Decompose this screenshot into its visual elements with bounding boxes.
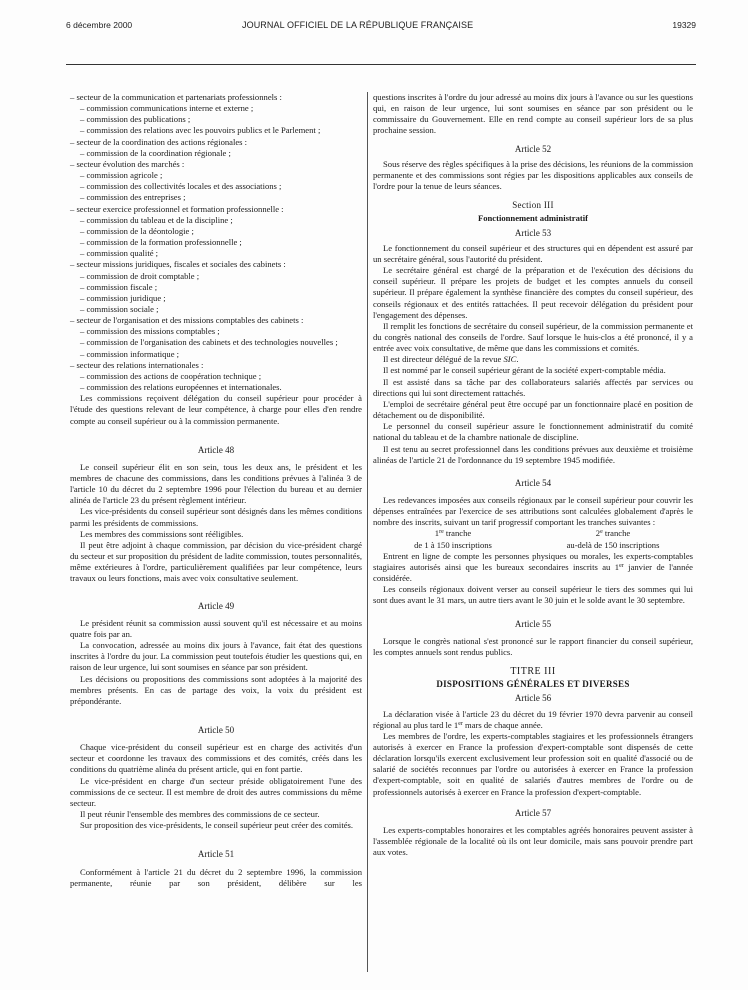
paragraph [373,354,693,365]
paragraph: Il est nommé par le conseil supérieur gérant de la société expert-comptable média. [383,365,666,376]
article-51 [70,849,362,888]
article-heading: Article 51 [197,849,235,860]
header-rule [66,64,696,65]
tranche-table [373,528,693,550]
text: . [516,354,519,365]
page-number: 19329 [672,20,696,30]
paragraph: Les vice-présidents du conseil supérieur sont désignés dans les mêmes conditions parmi les présidents de commissions. [70,506,362,528]
commission-item: – commission de l'organisation des cabinets et des technologies nouvelles ; [80,337,338,348]
article-heading: Article 49 [197,600,235,611]
paragraph: Lorsque le congrès national s'est prononcé sur le rapport financier du conseil supérieur, les comptes annuels sont rendus publics. [373,635,693,657]
revue-name: SIC [503,354,517,365]
paragraph: Le vice-président en charge d'un secteur préside obligatoirement l'une des commissions de ce secteur. Il est membre de droit des autres commissions du même secteur. [70,775,362,808]
commission-item: – commission des publications ; [80,114,191,125]
right-column [373,92,693,858]
article-54 [373,478,693,607]
commission-item: – commission fiscale ; [80,281,158,292]
sector-item: – secteur exercice professionnel et formation professionnelle : [70,203,284,214]
paragraph: L'emploi de secrétaire général peut être occupé par un fonctionnaire placé en position de détachement ou de disponibilité. [373,398,693,421]
article-50 [70,725,362,831]
article-52 [373,144,693,193]
commission-item: – commission qualité ; [80,248,159,259]
commission-item: – commission des relations européennes et internationales. [80,382,282,393]
tranche-2: 2e tranche au-delà de 150 inscriptions [566,528,660,550]
paragraph: Sur proposition des vice-présidents, le conseil supérieur peut créer des comités. [80,820,354,831]
column-divider [367,92,368,972]
paragraph: questions inscrites à l'ordre du jour adressé au moins dix jours à l'avance ou sur les questions qui, en raison de leur urgence, lui sont soumises en séance par son président ou le commissaire du Gouvernement. Elle en rend compte au conseil supérieur lors de sa plus prochaine session. [373,92,693,136]
paragraph: Chaque vice-président du conseil supérieur est en charge des activités d'un secteur et coordonne les travaux des commissions et des comités, créés dans les conditions du quatrième alinéa du présent article, qui en font partie. [70,742,362,775]
article-57 [373,808,693,859]
paragraph: Le secrétaire général est chargé de la préparation et de l'exécution des décisions du conseil supérieur. Il prépare les projets de budget et les comptes annuels du conseil supérieur. Il prépare également la synthèse financière des comptes du conseil supérieur, des conseils régionaux et des entités rattachées. Il peut recevoir délégation du président pour l'engagement des dépenses. [373,265,693,320]
commission-item: – commission de la coordination régionale ; [80,147,231,158]
article-heading: Article 52 [514,143,552,154]
article-heading: Article 55 [514,618,552,629]
page-header [66,8,696,30]
article-heading: Article 57 [514,807,552,818]
titre-subheading: DISPOSITIONS GÉNÉRALES ET DIVERSES [436,679,630,690]
paragraph: Il peut réunir l'ensemble des membres des commissions de ce secteur. [80,809,320,820]
commission-item: – commission de la déontologie ; [80,225,194,236]
paragraph: Les redevances imposées aux conseils régionaux par le conseil supérieur pour couvrir les dépenses entraînées par l'exercice de ses attributions sont calculées globalement d'après le nombre des inscrits, suivant un tarif progressif comportant les tranches suivantes : [373,495,693,528]
article-heading: Article 54 [514,477,552,488]
paragraph: Il est tenu au secret professionnel dans les conditions prévues aux deuxième et troisième alinéas de l'article 21 de l'ordonnance du 19 septembre 1945 modifiée. [373,443,693,465]
article-heading: Article 56 [514,693,552,704]
sector-item: – secteur des relations internationales : [70,359,204,370]
paragraph: Les décisions ou propositions des commissions sont adoptées à la majorité des membres présents. En cas de partage des voix, la voix du président est prépondérante. [70,673,362,706]
paragraph: Les conseils régionaux doivent verser au conseil supérieur le tiers des sommes qui lui sont dues avant le 31 mars, un autre tiers avant le 30 juin et le solde avant le 30 septembre. [373,584,693,606]
commission-item: – commission communications interne et externe ; [80,103,254,114]
sector-item: – secteur de l'organisation et des missions comptables des cabinets : [70,315,304,326]
commission-item: – commission juridique ; [80,292,166,303]
section-subheading: Fonctionnement administratif [477,213,589,224]
article-48 [70,445,362,585]
commission-item: – commission de droit comptable ; [80,270,200,281]
commission-item: – commission des missions comptables ; [80,326,220,337]
article-55 [373,619,693,658]
paragraph: Le fonctionnement du conseil supérieur et des structures qui en dépendent est assuré par un secrétaire général, sous l'autorité du président. [373,242,693,264]
commission-item: – commission de la formation professionnelle ; [80,237,242,248]
commission-item: – commission sociale ; [80,303,159,314]
sector-item: – secteur missions juridiques, fiscales et sociales des cabinets : [70,259,286,270]
commission-item: – commission agricole ; [80,170,163,181]
tranche-1: 1re tranche de 1 à 150 inscriptions [414,528,492,550]
paragraph: La convocation, adressée au moins dix jours à l'avance, fait état des questions inscrites à l'ordre du jour. La commission peut toutefois étudier les questions qui, en raison de leur urgence, lui sont soumises en séance par son président. [70,640,362,673]
article-heading: Article 53 [514,227,552,238]
article-heading: Article 48 [197,444,235,455]
commission-item: – commission du tableau et de la discipline ; [80,214,233,225]
commission-item: – commission des entreprises ; [80,192,186,203]
paragraph: Il remplit les fonctions de secrétaire du conseil supérieur, de la commission permanente et du congrès national des conseils de l'ordre. Sauf lorsque le huis-clos a été prononcé, il y a entrée avec voix consultative, de même que dans les commissions et comités. [373,320,693,354]
sector-item: – secteur évolution des marchés : [70,158,185,169]
paragraph: Le conseil supérieur élit en son sein, tous les deux ans, le président et les membres de chacune des commissions, dans les conditions prévues à l'alinéa 3 de l'article 10 du décret du 2 septembre 1996 pour l'élection du bureau et au dernier alinéa de l'article 23 du présent règlement intérieur. [70,461,362,506]
journal-title: JOURNAL OFFICIEL DE LA RÉPUBLIQUE FRANÇAISE [242,20,474,30]
paragraph: Le président réunit sa commission aussi souvent qu'il est nécessaire et au moins quatre fois par an. [70,617,362,639]
paragraph: Entrent en ligne de compte les personnes physiques ou morales, les experts-comptables stagiaires autorisés ainsi que les bureaux secondaires inscrits au 1er janvier de l'année considérée. [373,550,693,584]
article-56 [373,693,693,797]
header-date: 6 décembre 2000 [66,20,133,30]
paragraph: Il est assisté dans sa tâche par des collaborateurs salariés affectés par services ou directions qui lui sont directement rattachés. [373,376,693,398]
tranche-range: au-delà de 150 inscriptions [566,539,660,550]
paragraph: Il peut être adjoint à chaque commission, par décision du vice-président chargé du secteur et sur proposition du président de ladite commission, toutes personnalités, même extérieures à l'ordre, particulièrement qualifiées par leur compétence, leurs travaux ou leurs fonctions, mais avec voix consultative seulement. [70,539,362,584]
left-column [70,92,362,889]
titre-heading: TITRE III [510,666,556,678]
paragraph: La déclaration visée à l'article 23 du décret du 19 février 1970 devra parvenir au conseil régional au plus tard le 1er mars de chaque année. [373,708,693,730]
paragraph: Les membres de l'ordre, les experts-comptables stagiaires et les professionnels étrangers autorisés à exercer en France la profession d'expert-comptable sont dispensés de cette déclaration lorsqu'ils exercent exclusivement leur profession soit en qualité d'associé ou de salarié de sociétés reconnues par l'ordre ou autorisées à exercer en France la profession d'expert-comptable, soit en qualité de salariés d'autres membres de l'ordre ou de professionnels autorisés à exercer en France la profession d'expert-comptable. [373,730,693,797]
commission-item: – commission des relations avec les pouvoirs publics et le Parlement ; [80,125,321,136]
sector-item: – secteur de la coordination des actions régionales : [70,136,248,147]
paragraph: Sous réserve des règles spécifiques à la prise des décisions, les réunions de la commission permanente et des commissions sont régies par les dispositions applicables aux conseils de l'ordre pour la tenue de leurs séances. [373,158,693,192]
tranche-range: de 1 à 150 inscriptions [414,539,492,550]
text: Il est directeur délégué de la revue [383,354,504,365]
article-heading: Article 50 [197,724,235,735]
article-53 [373,228,693,466]
paragraph: Le personnel du conseil supérieur assure le fonctionnement administratif du comité national du tableau et de la chambre nationale de discipline. [373,421,693,443]
paragraph: Les commissions reçoivent délégation du conseil supérieur pour procéder à l'étude des questions relevant de leur compétence, à charge pour elles d'en rendre compte au conseil supérieur ou à la commission permanente. [70,393,362,426]
article-49 [70,601,362,707]
commission-item: – commission des actions de coopération technique ; [80,370,262,381]
paragraph: Conformément à l'article 21 du décret du 2 septembre 1996, la commission permanente, réunie par son président, délibère sur les [70,866,362,888]
section-heading: Section III [512,200,554,211]
sector-item: – secteur de la communication et partenariats professionnels : [70,92,282,102]
paragraph: Les membres des commissions sont rééligibles. [80,528,244,539]
sector-commission-list [70,92,362,393]
paragraph: Les experts-comptables honoraires et les comptables agréés honoraires peuvent assister à l'assemblée régionale de la localité où ils ont leur domicile, mais sans pouvoir prendre part aux votes. [373,824,693,858]
commission-item: – commission des collectivités locales et des associations ; [80,181,282,192]
commission-item: – commission informatique ; [80,348,180,359]
